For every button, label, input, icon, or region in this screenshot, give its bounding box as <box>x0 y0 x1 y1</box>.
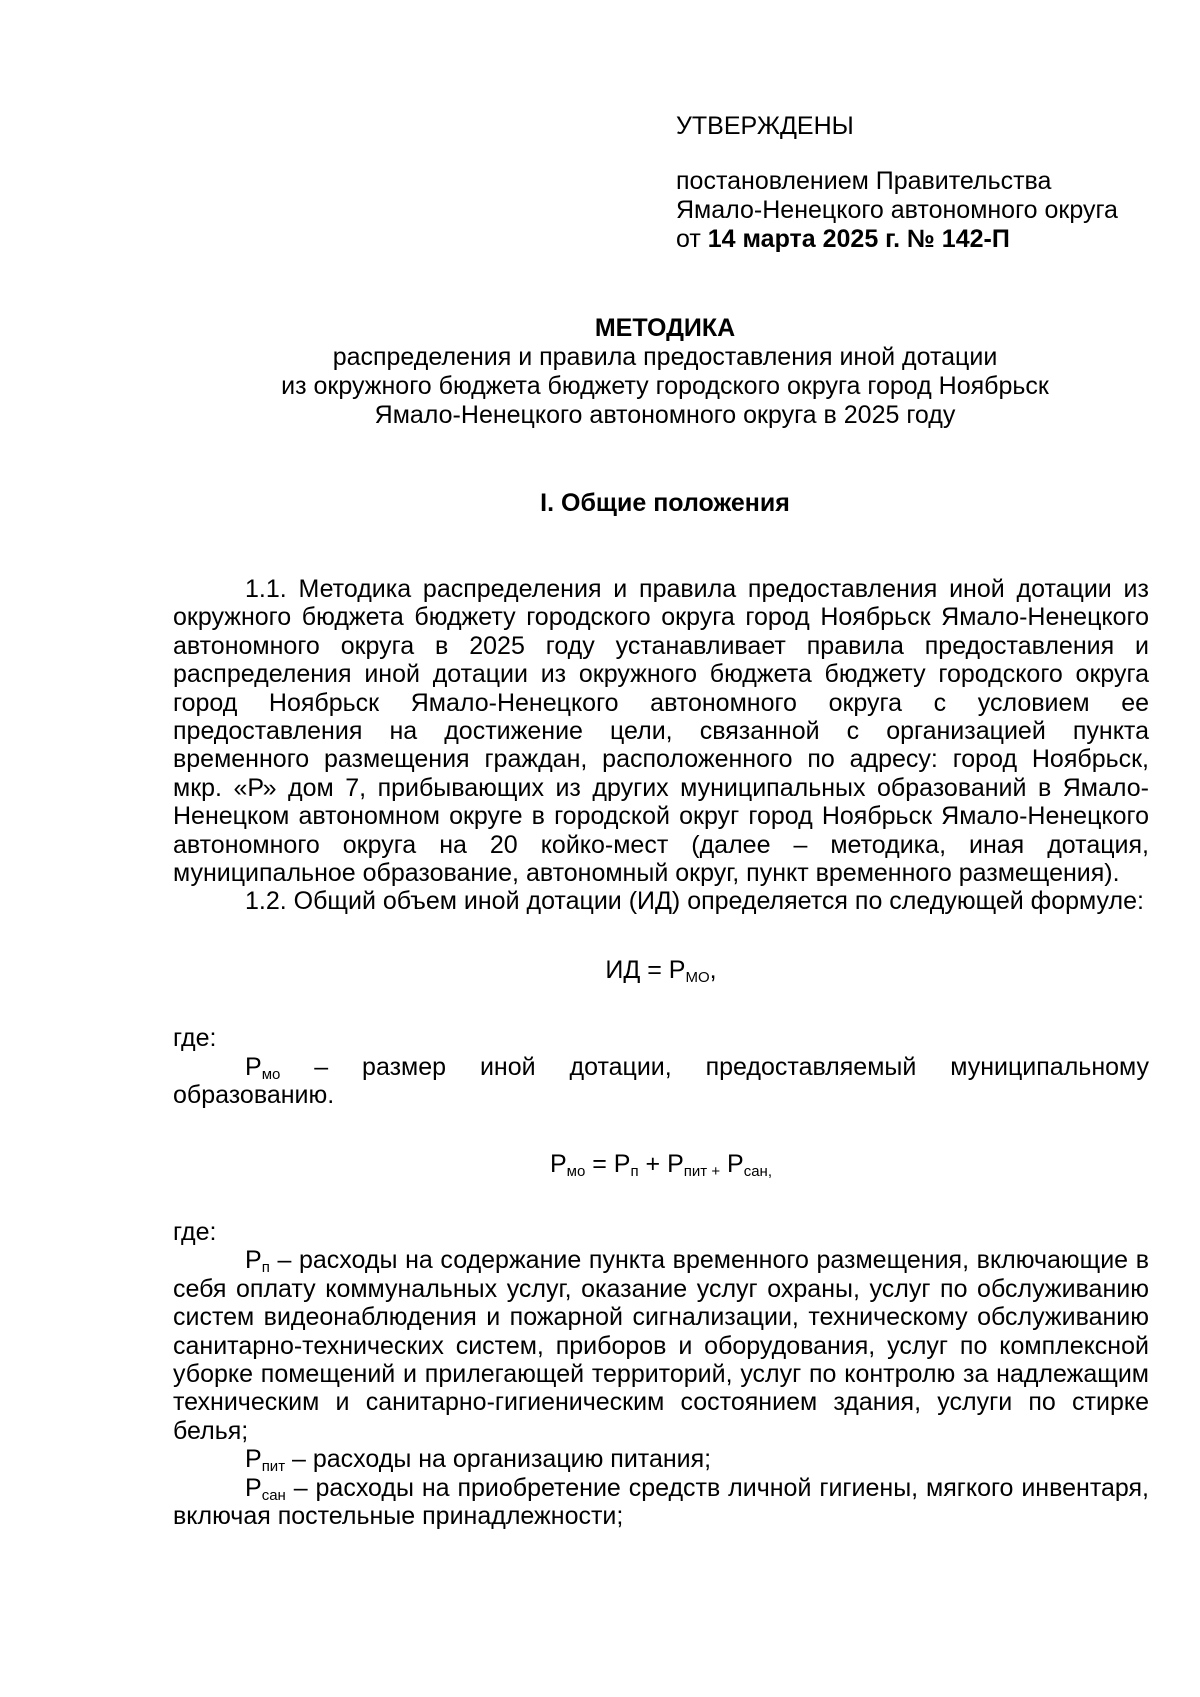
f2-part-3: + Р <box>638 1149 684 1178</box>
definition-rp <box>173 1246 1149 1445</box>
f2-part-1: Р <box>549 1149 567 1178</box>
formula1-lhs: ИД = Р <box>605 955 686 984</box>
f2-part-4: Р <box>720 1149 744 1178</box>
where-label-1: где: <box>173 1024 217 1053</box>
where-label-2: где: <box>173 1217 217 1246</box>
rp-subscript: п <box>261 1259 270 1277</box>
rsan-text: – расходы на приобретение средств личной гигиены, мягкого инвентаря, включая постельные принадлежности; <box>173 1473 1149 1530</box>
approval-date-line <box>676 225 1176 254</box>
approval-date-number: 14 марта 2025 г. № 142-П <box>707 225 1010 253</box>
rsan-subscript: сан <box>261 1486 286 1504</box>
f2-sub-3: пит + <box>683 1162 721 1180</box>
paragraph-1-1: 1.1. Методика распределения и правила предоставления иной дотации из окружного бюджета бюджету городского округа город Ноябрьск Ямало-Ненецкого автономного округа в 2025 году устанавливает правила предоставления и распределения иной дотации из окружного бюджета бюджету городского округа город Ноябрьск Ямало-Ненецкого автономного округа с условием ее предоставления на достижение цели, связанной с организацией пункта временного размещения граждан, расположенного по адресу: город Ноябрьск, мкр. «Р» дом 7, прибывающих из других муниципальных образований в Ямало-Ненецком автономном округе в городской округ город Ноябрьск Ямало-Ненецкого автономного округа на 20 койко-мест (далее – методика, иная дотация, муниципальное образование, автономный округ, пункт временного размещения). <box>173 575 1149 888</box>
definition-rsan <box>173 1474 1149 1531</box>
document-subtitle-line-2: из окружного бюджета бюджету городского округа город Ноябрьск <box>281 372 1049 400</box>
document-heading <box>173 314 1157 430</box>
rsan-symbol: Р <box>245 1473 262 1502</box>
f2-part-2: = Р <box>585 1149 631 1178</box>
paragraph-1-2: 1.2. Общий объем иной дотации (ИД) определяется по следующей формуле: <box>245 887 1144 916</box>
rpit-subscript: пит <box>261 1458 286 1476</box>
approval-line-2: Ямало-Ненецкого автономного округа <box>676 196 1118 224</box>
rmo-symbol: Р <box>245 1052 262 1081</box>
approval-line-1: постановлением Правительства <box>676 167 1052 195</box>
document-body <box>173 575 1149 1530</box>
rpit-symbol: Р <box>245 1445 262 1474</box>
approval-date-prefix: от <box>676 225 708 253</box>
f2-sub-2: п <box>630 1162 639 1180</box>
approval-title: УТВЕРЖДЕНЫ <box>676 112 854 140</box>
section-title: I. Общие положения <box>540 489 790 517</box>
document-title: МЕТОДИКА <box>594 314 736 342</box>
formula-rmo <box>173 1150 1149 1178</box>
formula1-sub: МО <box>685 968 710 986</box>
f2-sub-4: сан, <box>743 1162 773 1180</box>
formula-total-dotation <box>173 956 1149 984</box>
approval-block <box>676 112 1176 254</box>
definition-rmo <box>173 1053 1149 1110</box>
rp-symbol: Р <box>245 1246 262 1275</box>
rmo-subscript: мо <box>261 1065 281 1083</box>
rp-text: – расходы на содержание пункта временного размещения, включающие в себя оплату коммунальных услуг, оказание услуг охраны, услуг по обслуживанию систем видеонаблюдения и пожарной сигнализации, техническому обслуживанию санитарно-технических систем, приборов и оборудования, услуг по комплексной уборке помещений и прилегающей территорий, услуг по контролю за надлежащим техническим и санитарно-гигиеническим состоянием здания, услуги по стирке белья; <box>173 1246 1149 1445</box>
document-subtitle-line-1: распределения и правила предоставления иной дотации <box>332 343 998 371</box>
definition-rpit <box>173 1445 1149 1476</box>
rmo-text: – размер иной дотации, предоставляемый муниципальному образованию. <box>173 1052 1149 1110</box>
rpit-text: – расходы на организацию питания; <box>285 1445 712 1474</box>
f2-sub-1: мо <box>566 1162 586 1180</box>
formula1-tail: , <box>709 955 717 984</box>
document-subtitle-line-3: Ямало-Ненецкого автономного округа в 2025 году <box>374 401 956 429</box>
